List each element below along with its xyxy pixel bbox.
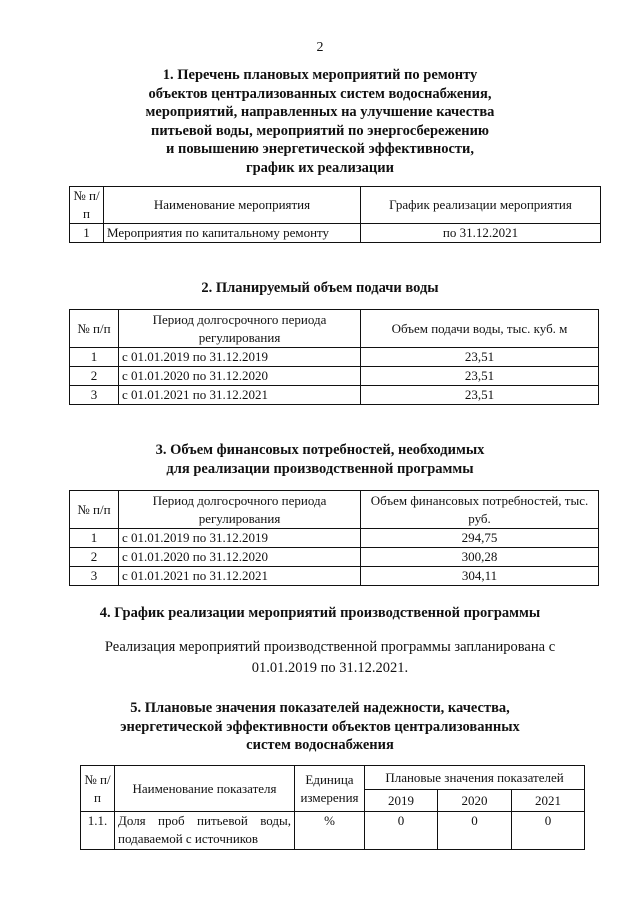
col-header-num: № п/п <box>70 310 119 348</box>
cell-num: 1 <box>70 224 104 243</box>
table-header-row <box>70 491 599 529</box>
title-line: 1. Перечень плановых мероприятий по ремонту <box>162 67 478 83</box>
cell-schedule: по 31.12.2021 <box>361 224 601 243</box>
table-row <box>70 348 599 367</box>
cell-num: 2 <box>70 548 119 567</box>
table-header-row <box>70 187 601 224</box>
section-1-table <box>69 186 601 243</box>
cell-num: 1 <box>70 348 119 367</box>
cell-num: 3 <box>70 567 119 586</box>
cell-num: 2 <box>70 367 119 386</box>
section-4-title: 4. График реализации мероприятий производственной программы <box>99 605 541 621</box>
cell-finance: 304,11 <box>361 567 599 586</box>
title-line: и повышению энергетической эффективности, <box>166 141 474 158</box>
text-line: Реализация мероприятий производственной программы запланирована с <box>104 639 556 655</box>
cell-value: 0 <box>512 812 585 850</box>
cell-num: 1 <box>70 529 119 548</box>
cell-volume: 23,51 <box>361 367 599 386</box>
cell-volume: 23,51 <box>361 348 599 367</box>
col-header-num: № п/п <box>70 187 104 224</box>
section-2-title: 2. Планируемый объем подачи воды <box>201 280 439 296</box>
table-row <box>70 529 599 548</box>
col-header-num: № п/п <box>70 491 119 529</box>
title-line: энергетической эффективности объектов централизованных <box>120 718 520 735</box>
cell-num: 3 <box>70 386 119 405</box>
title-line: питьевой воды, мероприятий по энергосбережению <box>150 122 490 139</box>
cell-period: с 01.01.2020 по 31.12.2020 <box>119 367 361 386</box>
title-line: объектов централизованных систем водоснабжения, <box>148 85 492 102</box>
col-header-volume: Объем подачи воды, тыс. куб. м <box>361 310 599 348</box>
section-1-title <box>0 66 640 178</box>
col-header-year: 2020 <box>438 790 512 812</box>
title-line: для реализации производственной программы <box>166 460 474 477</box>
col-header-unit: Единица измерения <box>295 766 365 812</box>
cell-volume: 23,51 <box>361 386 599 405</box>
cell-value: 0 <box>438 812 512 850</box>
col-header-num: № п/п <box>81 766 115 812</box>
cell-finance: 294,75 <box>361 529 599 548</box>
col-header-year: 2021 <box>512 790 585 812</box>
cell-period: с 01.01.2019 по 31.12.2019 <box>119 348 361 367</box>
section-5-table <box>80 765 585 850</box>
table-row <box>70 224 601 243</box>
section-3-title <box>0 441 640 478</box>
col-header-schedule: График реализации мероприятия <box>361 187 601 224</box>
table-header-row <box>70 310 599 348</box>
table-header-row <box>81 766 585 790</box>
col-header-period: Период долгосрочного периода регулирования <box>119 491 361 529</box>
cell-period: с 01.01.2021 по 31.12.2021 <box>119 567 361 586</box>
cell-period: с 01.01.2020 по 31.12.2020 <box>119 548 361 567</box>
cell-finance: 300,28 <box>361 548 599 567</box>
col-header-indicator: Наименование показателя <box>115 766 295 812</box>
cell-period: с 01.01.2019 по 31.12.2019 <box>119 529 361 548</box>
section-3-table <box>69 490 599 586</box>
cell-indicator: Доля проб питьевой воды, подаваемой с источников <box>115 812 295 850</box>
table-row <box>70 367 599 386</box>
cell-period: с 01.01.2021 по 31.12.2021 <box>119 386 361 405</box>
section-2-table <box>69 309 599 405</box>
col-header-planned-values: Плановые значения показателей <box>365 766 585 790</box>
page-number: 2 <box>316 40 324 55</box>
section-5-title <box>0 699 640 755</box>
col-header-finance: Объем финансовых потребностей, тыс. руб. <box>361 491 599 529</box>
cell-unit: % <box>295 812 365 850</box>
col-header-name: Наименование мероприятия <box>104 187 361 224</box>
title-line: мероприятий, направленных на улучшение качества <box>145 104 495 121</box>
cell-value: 0 <box>365 812 438 850</box>
cell-num: 1.1. <box>81 812 115 850</box>
title-line: систем водоснабжения <box>246 737 394 754</box>
col-header-period: Период долгосрочного периода регулирования <box>119 310 361 348</box>
title-line: 3. Объем финансовых потребностей, необходимых <box>155 442 485 458</box>
table-row <box>81 812 585 850</box>
title-line: 5. Плановые значения показателей надежности, качества, <box>130 700 510 716</box>
cell-name: Мероприятия по капитальному ремонту <box>104 224 361 243</box>
table-row <box>70 386 599 405</box>
section-4-text <box>60 637 600 679</box>
col-header-year: 2019 <box>365 790 438 812</box>
text-line: 01.01.2019 по 31.12.2021. <box>251 660 409 676</box>
title-line: график их реализации <box>245 159 394 176</box>
table-row <box>70 548 599 567</box>
table-row <box>70 567 599 586</box>
